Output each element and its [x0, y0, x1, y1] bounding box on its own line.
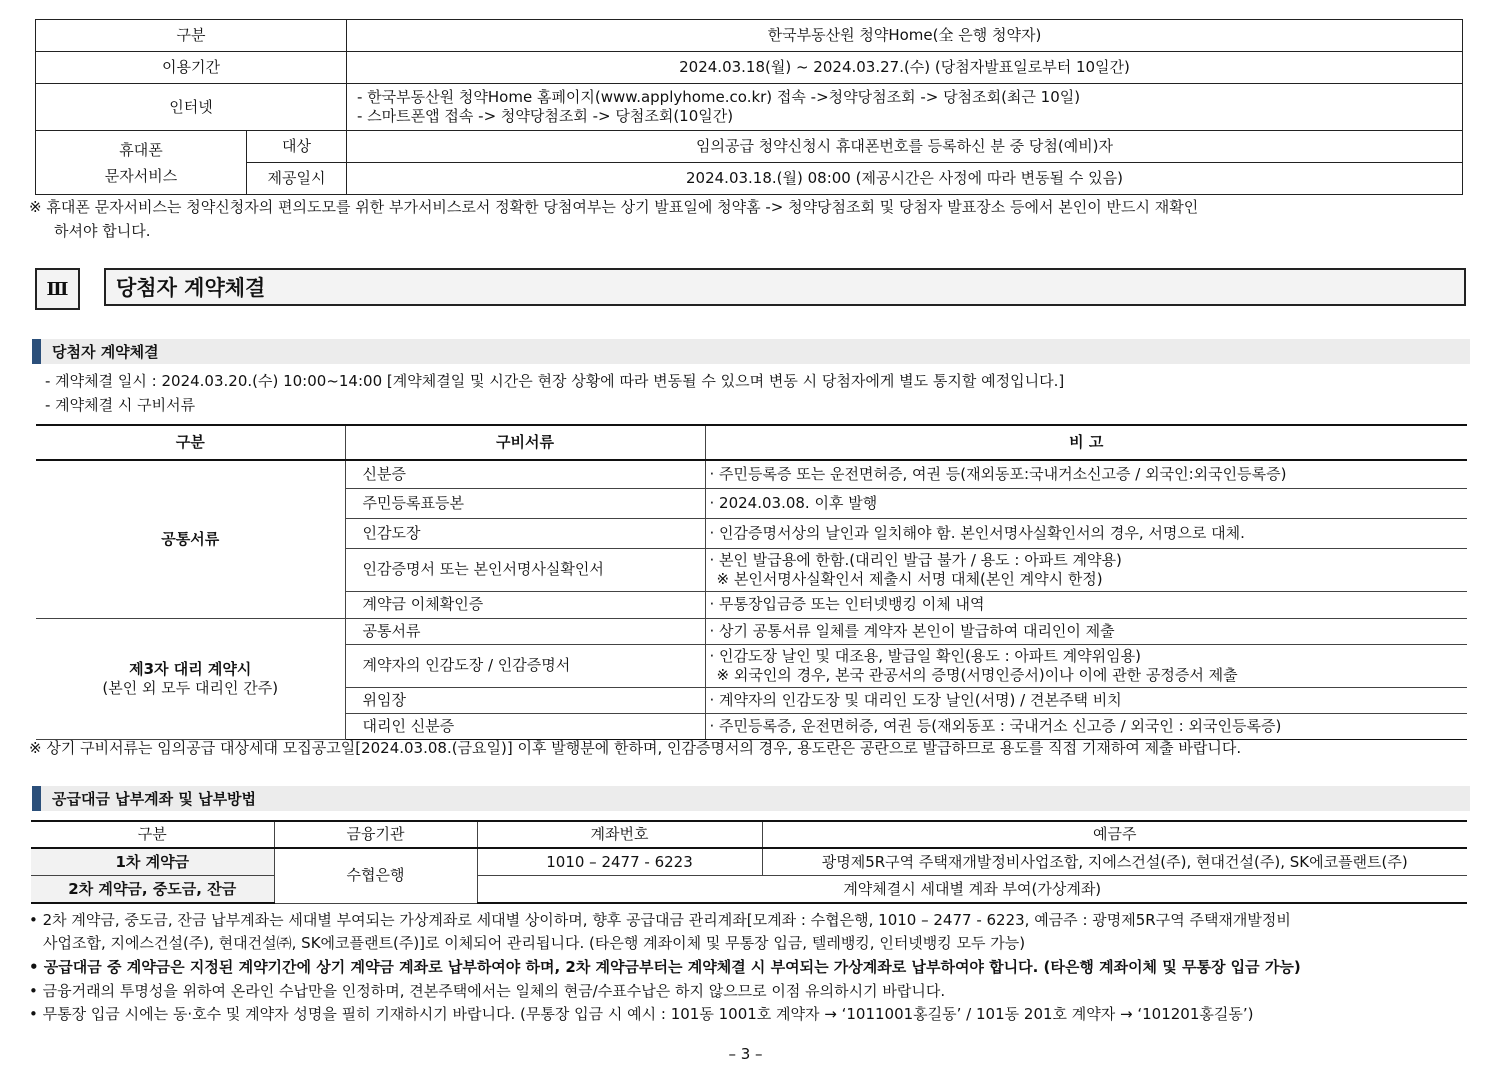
remark-line-1: · 본인 발급용에 한함.(대리인 발급 불가 / 용도 : 아파트 계약용) — [709, 550, 1122, 569]
proxy-docs-group — [36, 618, 345, 739]
heading-bar — [32, 339, 41, 364]
page-number: – 3 – — [728, 1045, 763, 1063]
sms-label-line-2: 문자서비스 — [104, 166, 178, 185]
table-row-doc: 인감증명서 또는 본인서명사실확인서 — [345, 548, 705, 591]
table-row-doc: 인감도장 — [345, 518, 705, 548]
account-holder: 광명제5R구역 주택재개발정비사업조합, 지에스건설(주), 현대건설(주), SK에코플랜트(주) — [762, 848, 1467, 876]
table-row-remark: · 상기 공통서류 일체를 계약자 본인이 발급하여 대리인이 제출 — [705, 618, 1467, 644]
internet-line-2: - 스마트폰앱 접속 -> 청약당첨조회 -> 당첨조회(10일간) — [357, 107, 734, 125]
row1-label: 1차 계약금 — [31, 848, 274, 876]
col1-header: 구분 — [36, 20, 347, 52]
header-holder: 예금주 — [762, 821, 1467, 848]
table-row-remark — [705, 548, 1467, 591]
header-remarks: 비 고 — [705, 425, 1467, 460]
period-value: 2024.03.18(월) ~ 2024.03.27.(수) (당첨자발표일로부터 10일간) — [347, 52, 1463, 84]
table-row-doc: 신분증 — [345, 460, 705, 488]
proxy-group-line-2: (본인 외 모두 대리인 간주) — [102, 678, 279, 697]
sms-label — [36, 131, 247, 195]
header-bank: 금융기관 — [274, 821, 477, 848]
sms-note-line-1: ※ 휴대폰 문자서비스는 청약신청자의 편의도모를 위한 부가서비스로서 정확한 당첨여부는 상기 발표일에 청약홈 -> 청약당첨조회 및 당첨자 발표장소 등에서 본인이 반드시 재확인 — [29, 198, 1199, 216]
sms-label-line-1: 휴대폰 — [119, 140, 163, 159]
heading-bar — [32, 786, 41, 811]
account-number: 1010 – 2477 - 6223 — [477, 848, 762, 876]
table-row-remark: · 2024.03.08. 이후 발행 — [705, 488, 1467, 518]
bullet-4: • 무통장 입금 시에는 동·호수 및 계약자 성명을 필히 기재하시기 바랍니다. (무통장 입금 시 예시 : 101동 1001호 계약자 → ‘1011001홍길동’ / 101동 201호 계약자 → ‘101201홍길동’) — [29, 1005, 1254, 1023]
docs-note: ※ 상기 구비서류는 임의공급 대상세대 모집공고일[2024.03.08.(금요일)] 이후 발행분에 한하며, 인감증명서의 경우, 용도란은 공란으로 발급하므로 용도를 직접 기재하여 제출 바랍니다. — [29, 739, 1242, 757]
required-docs-table — [36, 424, 1467, 740]
table-row-remark: · 무통장입금증 또는 인터넷뱅킹 이체 내역 — [705, 591, 1467, 618]
target-label: 대상 — [247, 131, 347, 163]
payment-account-table — [31, 820, 1467, 904]
target-value: 임의공급 청약신청시 휴대폰번호를 등록하신 분 중 당첨(예비)자 — [347, 131, 1463, 163]
row2-label: 2차 계약금, 중도금, 잔금 — [31, 876, 274, 904]
remark-line-2: ※ 외국인의 경우, 본국 관공서의 증명(서명인증서)이나 이에 관한 공정증서 제출 — [716, 665, 1238, 684]
internet-line-1: - 한국부동산원 청약Home 홈페이지(www.applyhome.co.kr) 접속 ->청약당첨조회 -> 당첨조회(최근 10일) — [357, 88, 1081, 107]
table-row-doc: 주민등록표등본 — [345, 488, 705, 518]
remark-line-2: ※ 본인서명사실확인서 제출시 서명 대체(본인 계약시 한정) — [716, 569, 1103, 588]
proxy-group-line-1: 제3자 대리 계약시 — [129, 659, 252, 678]
contract-docs-line: - 계약체결 시 구비서류 — [45, 396, 196, 414]
table-row-doc: 대리인 신분증 — [345, 713, 705, 739]
table-row-doc: 계약금 이체확인증 — [345, 591, 705, 618]
date-value: 2024.03.18.(월) 08:00 (제공시간은 사정에 따라 변동될 수 있음) — [347, 163, 1463, 195]
table-row-remark: · 주민등록증 또는 운전면허증, 여권 등(재외동포:국내거소신고증 / 외국인:외국인등록증) — [705, 460, 1467, 488]
table-row-remark: · 주민등록증, 운전면허증, 여권 등(재외동포 : 국내거소 신고증 / 외국인 : 외국인등록증) — [705, 713, 1467, 739]
table-row-remark — [705, 644, 1467, 687]
section-number: Ⅲ — [35, 268, 80, 310]
common-docs-group: 공통서류 — [36, 460, 345, 618]
table-row-remark: · 인감증명서상의 날인과 일치해야 함. 본인서명사실확인서의 경우, 서명으로 대체. — [705, 518, 1467, 548]
header-account: 계좌번호 — [477, 821, 762, 848]
contract-heading — [32, 339, 1470, 364]
internet-value — [347, 84, 1463, 131]
bullet-2: • 공급대금 중 계약금은 지정된 계약기간에 상기 계약금 계좌로 납부하여야 하며, 2차 계약금부터는 계약체결 시 부여되는 가상계좌로 납부하여야 합니다. (타은행 계좌이체 및 무통장 입금 가능) — [29, 958, 1301, 976]
bank-name: 수협은행 — [274, 848, 477, 903]
table-row-doc: 계약자의 인감도장 / 인감증명서 — [345, 644, 705, 687]
header-documents: 구비서류 — [345, 425, 705, 460]
sms-note-line-2: 하셔야 합니다. — [54, 222, 151, 240]
contract-heading-text: 당첨자 계약체결 — [52, 343, 159, 361]
table-row-doc: 공통서류 — [345, 618, 705, 644]
contract-date-line: - 계약체결 일시 : 2024.03.20.(수) 10:00~14:00 [계약체결일 및 시간은 현장 상황에 따라 변동될 수 있으며 변동 시 당첨자에게 별도 통지할 예정입니다.] — [45, 372, 1065, 390]
internet-label: 인터넷 — [36, 84, 347, 131]
period-label: 이용기간 — [36, 52, 347, 84]
col2-header: 한국부동산원 청약Home(全 은행 청약자) — [347, 20, 1463, 52]
payment-heading — [32, 786, 1470, 811]
remark-line-1: · 인감도장 날인 및 대조용, 발급일 확인(용도 : 아파트 계약위임용) — [709, 646, 1141, 665]
bullet-3: • 금융거래의 투명성을 위하여 온라인 수납만을 인정하며, 견본주택에서는 일체의 현금/수표수납은 하지 않으므로 이점 유의하시기 바랍니다. — [29, 982, 946, 1000]
section-title: 당첨자 계약체결 — [104, 268, 1466, 306]
table-row-remark: · 계약자의 인감도장 및 대리인 도장 날인(서명) / 견본주택 비치 — [705, 687, 1467, 713]
header-category: 구분 — [36, 425, 345, 460]
header-category: 구분 — [31, 821, 274, 848]
table-row-doc: 위임장 — [345, 687, 705, 713]
bullet-1-line-1: • 2차 계약금, 중도금, 잔금 납부계좌는 세대별 부여되는 가상계좌로 세대별 상이하며, 향후 공급대금 관리계좌[모계좌 : 수협은행, 1010 – 2477 - 6223, 예금주 : 광명제5R구역 주택재개발정비 — [29, 911, 1291, 929]
payment-heading-text: 공급대금 납부계좌 및 납부방법 — [52, 790, 257, 808]
virtual-account-note: 계약체결시 세대별 계좌 부여(가상계좌) — [477, 876, 1467, 904]
date-label: 제공일시 — [247, 163, 347, 195]
winner-check-table — [35, 19, 1463, 195]
bullet-1-line-2: 사업조합, 지에스건설(주), 현대건설㈜, SK에코플랜트(주)]로 이체되어 관리됩니다. (타은행 계좌이체 및 무통장 입금, 텔레뱅킹, 인터넷뱅킹 모두 가능) — [43, 934, 1026, 952]
